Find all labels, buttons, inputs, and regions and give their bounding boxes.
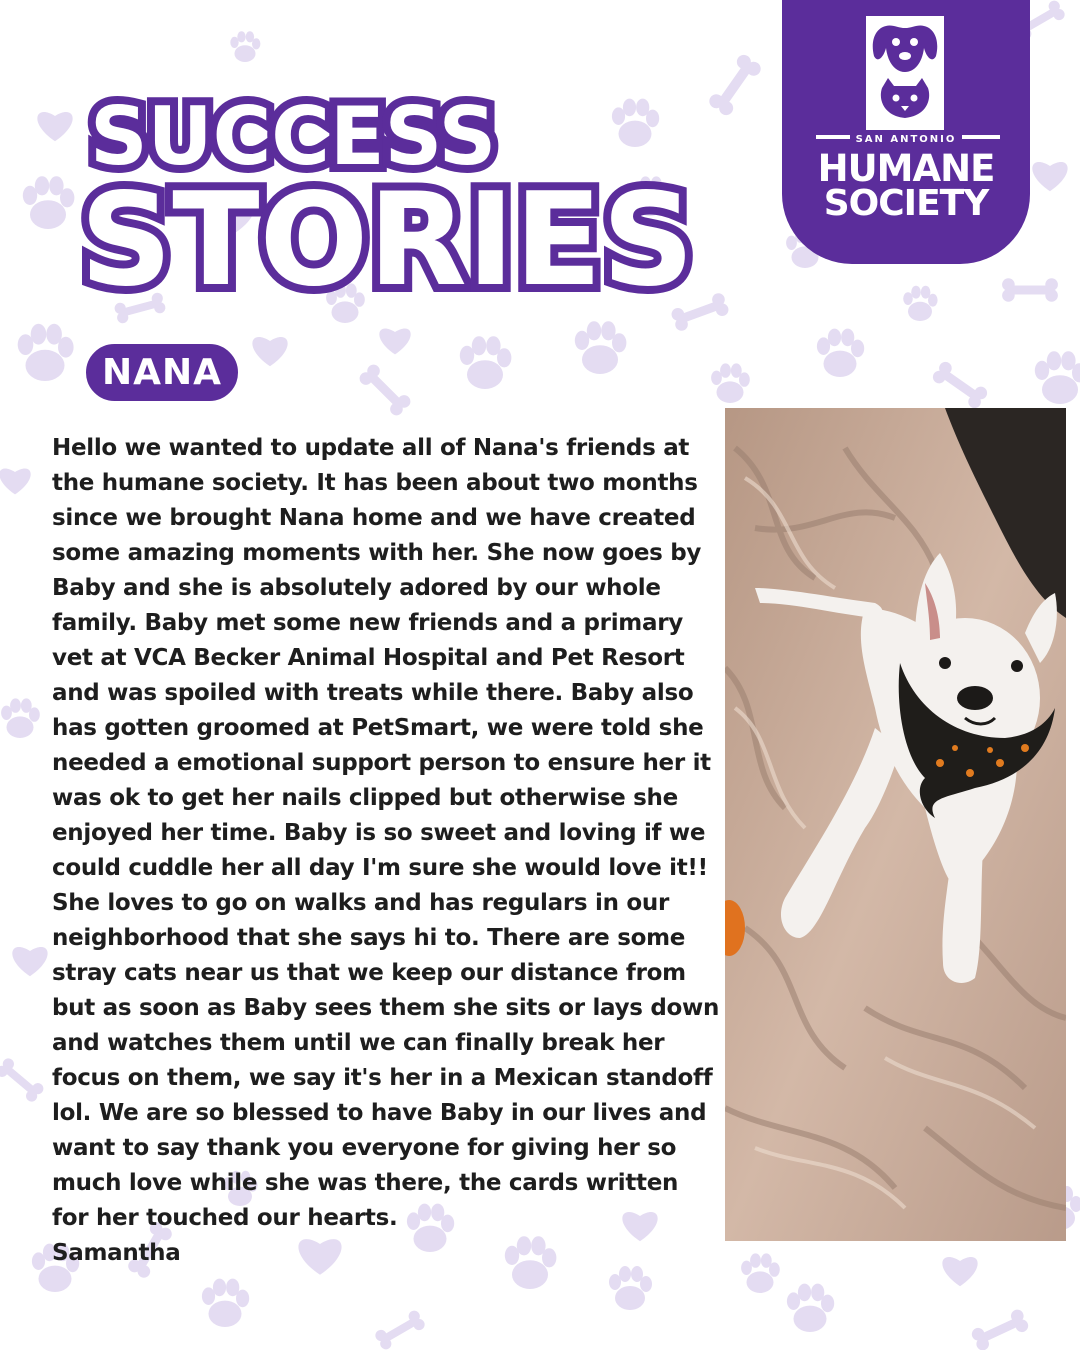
pet-name-badge: NANA <box>82 340 242 405</box>
humane-society-logo <box>782 0 1030 264</box>
title-success: SUCCESS <box>90 90 497 183</box>
story-text <box>52 431 722 1271</box>
story-body: Hello we wanted to update all of Nana's friends at the humane society. It has been about two months since we brought Nana home and we have created some amazing moments with her. She now goes by Baby and she is absolutely adored by our whole family. Baby met some new friends and a primary vet at VCA Becker Animal Hospital and Pet Resort and was spoiled with treats while there. Baby also has gotten groomed at PetSmart, we were told she needed a emotional support person to ensure her it was ok to get her nails clipped but otherwise she enjoyed her time. Baby is so sweet and loving if we could cuddle her all day I'm sure she would love it!! She loves to go on walks and has regulars in our neighborhood that she says hi to. There are some stray cats near us that we keep our distance from but as soon as Baby sees them she sits or lays down and watches them until we can finally break her focus on them, we say it's her in a Mexican standoff lol. We are so blessed to have Baby in our lives and want to say thank you everyone for giving her so much love while she was there, the cards written for her touched our hearts. <box>52 435 720 1231</box>
dog-icon <box>873 25 938 72</box>
logo-text-humane: HUMANE <box>817 147 995 190</box>
logo-small-text: SAN ANTONIO <box>782 134 1030 145</box>
logo-icon-box <box>866 16 944 130</box>
story-signature: Samantha <box>52 1240 181 1266</box>
title-stories: STORIES <box>80 166 695 315</box>
dog-photo <box>725 408 1066 1241</box>
cat-icon <box>881 78 929 118</box>
logo-text-society: SOCIETY <box>823 183 989 224</box>
